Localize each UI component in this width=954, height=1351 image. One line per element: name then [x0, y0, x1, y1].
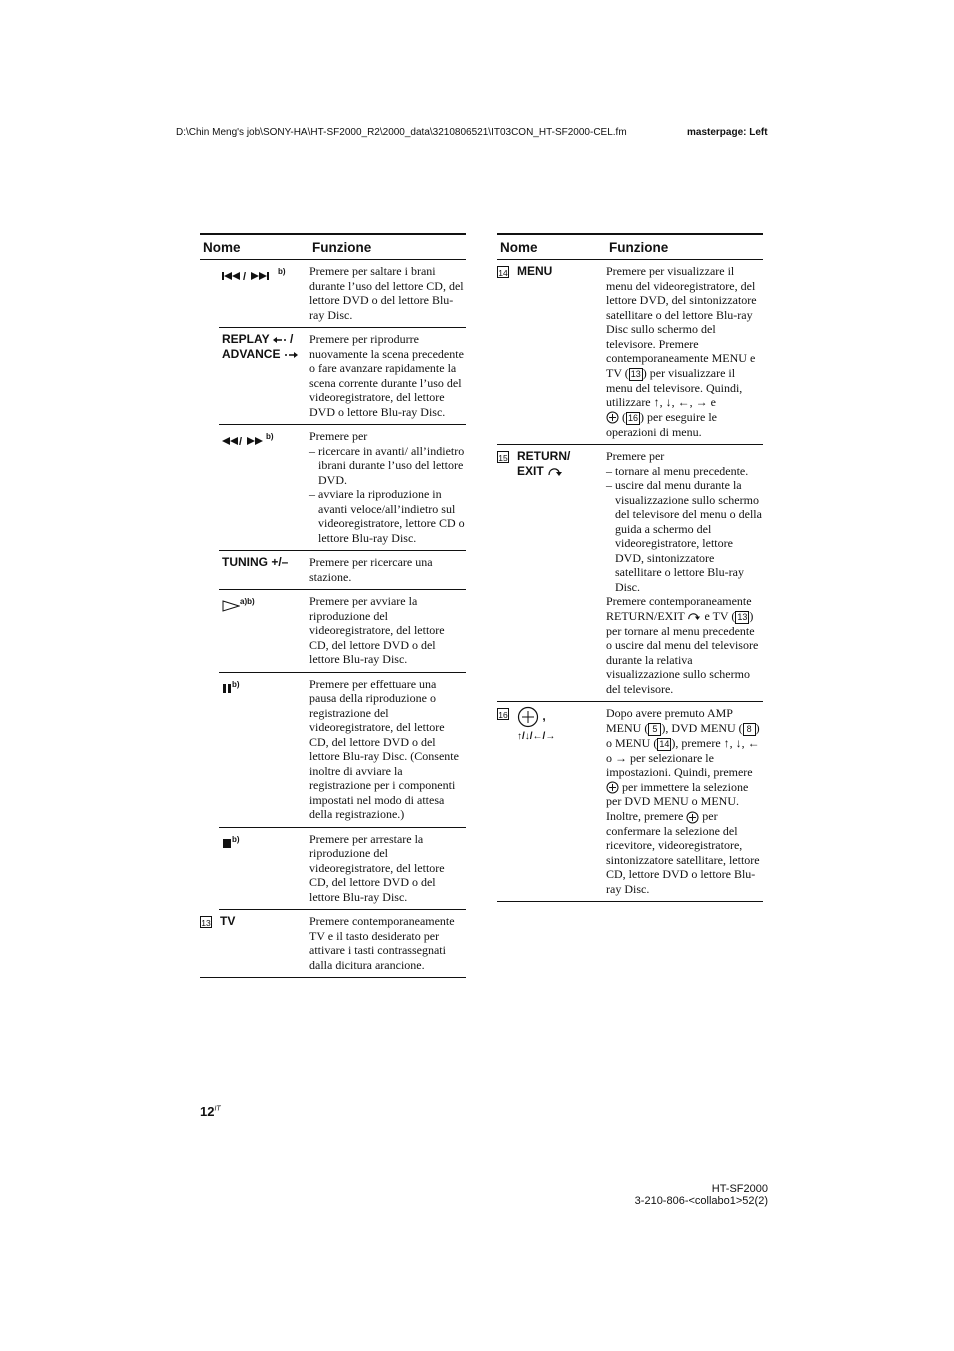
table-row-menu	[497, 260, 763, 445]
column-header-name: Nome	[500, 239, 538, 255]
key-cell: a)b)	[219, 594, 309, 667]
key-cell	[497, 264, 606, 439]
table-row-tuning	[219, 551, 466, 590]
inline-callout-number: 13	[737, 611, 748, 622]
enter-button-icon	[606, 781, 619, 794]
inline-callout-number: 14	[659, 738, 670, 749]
callout-number: 14	[498, 268, 508, 278]
exit-label: EXIT	[517, 464, 544, 478]
key-cell	[497, 449, 606, 696]
description-list-item: – ricercare in avanti/ all’indietro ibrani durante l’uso del lettore DVD.	[309, 443, 465, 487]
function-description: Premere per – ricercare in avanti/ all’indietro ibrani durante l’uso del lettore DVD. – avviare la riproduzione in avanti veloce/all’indietro sul videoregistratore, lettore CD o lettore Blu-ray Disc.	[309, 429, 465, 545]
tuning-label: TUNING +/–	[222, 555, 289, 569]
inline-callout-number: 13	[630, 368, 641, 379]
svg-text:/: /	[243, 270, 247, 282]
return-label: RETURN/	[517, 449, 571, 463]
enter-button-icon	[606, 411, 619, 424]
key-cell: b)	[219, 832, 309, 905]
function-description: Premere per arrestare la riproduzione del videoregistratore, del lettore CD, del lettore DVD o del lettore Blu-ray Disc.	[309, 831, 445, 904]
description-list-item: – avviare la riproduzione in avanti veloce/all’indietro sul videoregistratore, lettore CD o lettore Blu-ray Disc.	[309, 487, 465, 545]
header-masterpage: masterpage: Left	[687, 127, 768, 138]
key-cell: REPLAY / ADVANCE	[219, 332, 309, 419]
key-cell	[219, 555, 309, 584]
page-number: $12^{IT}$	[200, 1104, 221, 1119]
menu-label: MENU	[517, 264, 553, 278]
return-arrow-icon	[687, 611, 701, 622]
stop-icon	[222, 837, 232, 849]
arrow-keys-text: ↑, ↓, ←, → e	[653, 395, 716, 409]
table-header	[497, 235, 763, 260]
left-function-table	[200, 233, 466, 978]
function-description: Premere per effettuare una pausa della riproduzione o registrazione del videoregistratore, del lettore CD, del lettore DVD o del lettore Blu-ray Disc. (Consente inoltre di avviare la registrazione per i componenti impostati nel modo di attesa della registrazione.)	[309, 676, 459, 821]
key-cell	[219, 264, 309, 322]
table-row-enter-arrows	[497, 702, 763, 902]
callout-number: 15	[498, 453, 508, 463]
prev-next-label: / $^{b)}$	[222, 264, 286, 283]
return-arrow-icon	[547, 466, 563, 478]
svg-text:/: /	[239, 435, 243, 447]
footer-code: 3-210-806-<collabo1>52(2)	[634, 1195, 768, 1207]
function-description: Premere per – tornare al menu precedente. – uscire dal menu durante la visualizzazione sullo schermo del televisore del menu o della guida a schermo del videoregistratore, lettore DVD, sintonizzatore satellitare o lettore Blu-ray Disc. Premere contemporaneamente RETURN/EXIT e TV ( 13 ) per tornare al menu precedente o uscire dal menu del televisore durante la relativa visualizzazione sullo schermo del televisore.	[606, 449, 762, 696]
table-row-pause	[219, 673, 466, 828]
rewind-ff-icon	[222, 435, 266, 447]
function-description: Premere per saltare i brani durante l’uso del lettore CD, del lettore DVD o del lettore Blu-ray Disc.	[309, 264, 464, 322]
key-cell: 16 , ↑/↓/←/→	[497, 706, 606, 896]
description-list-item: – uscire dal menu durante la visualizzazione sullo schermo del televisore del menu o della guida a schermo del videoregistratore, lettore DVD, sintonizzatore satellitare o lettore Blu-ray Disc.	[606, 478, 762, 594]
table-row-stop	[219, 828, 466, 911]
column-header-function: Funzione	[312, 239, 372, 255]
inline-callout-number: 5	[648, 723, 661, 736]
inline-callout-number: 16	[628, 412, 639, 423]
key-cell: / $^{b)}$	[219, 429, 309, 545]
description-list-item: – tornare al menu precedente.	[606, 463, 749, 478]
callout-number: 16	[498, 710, 508, 720]
footer-model-code	[612, 1183, 768, 1207]
key-cell: b)	[219, 677, 309, 822]
function-description: Dopo avere premuto AMP MENU ( 5 ), DVD MENU ( 8 ) o MENU ( 14 ), premere ↑, ↓, ← o → per selezionare le impostazioni. Quindi, premere per immettere la selezione per DVD MENU o MENU. Inoltre, premere per confermare la selezione del ricevitore, videoregistratore, sintonizzatore satellitare, lettore CD, lettore DVD o lettore Blu-ray Disc.	[606, 706, 760, 896]
enter-button-icon	[517, 706, 539, 728]
replay-label: REPLAY	[222, 332, 270, 346]
callout-number: 13	[201, 918, 211, 928]
enter-button-icon	[686, 811, 699, 824]
right-function-table	[497, 233, 763, 902]
function-description: Premere per riprodurre nuovamente la scena precedente o fare avanzare rapidamente la scena corrente durante l’uso del videoregistratore, del lettore DVD o lettore Blu-ray Disc.	[309, 332, 464, 419]
table-row-return-exit	[497, 445, 763, 702]
header-file-path: D:\Chin Meng's job\SONY-HA\HT-SF2000_R2\2000_data\3210806521\IT03CON_HT-SF2000-CEL.fm	[176, 127, 627, 138]
table-row-tv	[200, 910, 466, 978]
footer-model: HT-SF2000	[711, 1183, 768, 1195]
table-row-replay-advance	[219, 328, 466, 425]
tv-label: TV	[220, 914, 236, 928]
function-description: Premere per avviare la riproduzione del videoregistratore, del lettore CD, del lettore DVD o del lettore Blu-ray Disc.	[309, 594, 445, 666]
function-description: Premere per ricercare una stazione.	[309, 555, 433, 584]
column-header-function: Funzione	[609, 239, 669, 255]
table-row-rew-ff	[219, 425, 466, 551]
table-row-prev-next	[219, 260, 466, 328]
table-row-play	[219, 590, 466, 673]
inline-callout-number: 8	[743, 723, 756, 736]
pause-icon	[222, 682, 232, 694]
function-description: Premere per visualizzare il menu del videoregistratore, del lettore DVD, del sintonizzatore satellitare o del lettore Blu-ray Disc sullo schermo del televisore. Premere contemporaneamente MENU e TV ( 13 ) per visualizzare il menu del televisore. Quindi, utilizzare ↑, ↓, ←, → e ( 16 ) per eseguire le operazioni di menu.	[606, 264, 757, 439]
advance-label: ADVANCE	[222, 347, 281, 361]
arrow-keys-label: ↑/↓/←/→	[517, 731, 556, 742]
key-cell	[200, 914, 309, 972]
advance-arrow-icon	[284, 350, 298, 360]
play-icon	[222, 600, 240, 612]
table-header	[200, 235, 466, 260]
prev-next-icon	[222, 270, 278, 282]
function-description: Premere contemporaneamente TV e il tasto desiderato per attivare i tasti contrassegnati dalla dicitura arancione.	[309, 914, 455, 972]
column-header-name: Nome	[203, 239, 241, 255]
replay-arrow-icon	[273, 335, 287, 345]
